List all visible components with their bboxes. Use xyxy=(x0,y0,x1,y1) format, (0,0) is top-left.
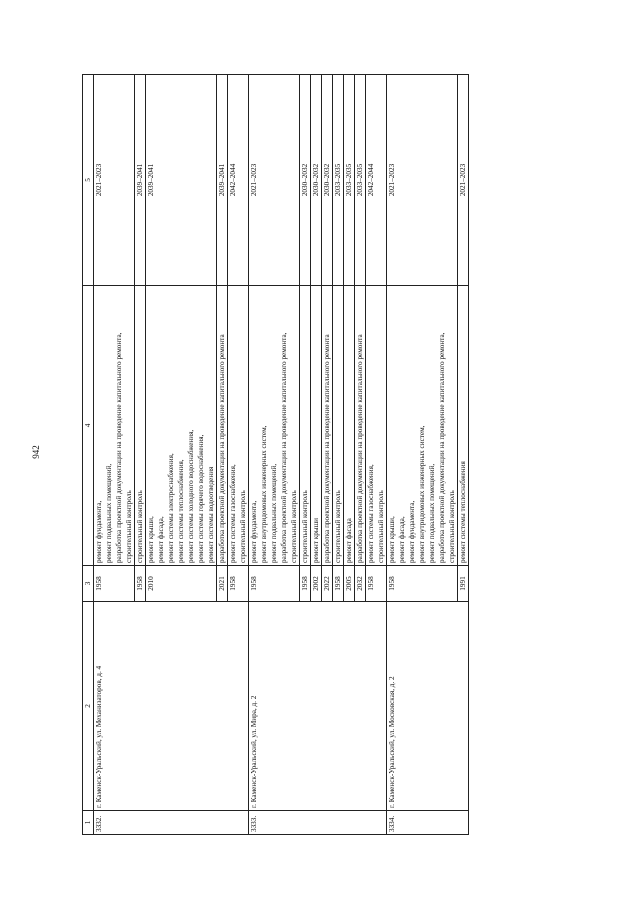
period-cell: 2033–2035 xyxy=(355,75,366,286)
works-cell: ремонт крыши xyxy=(311,286,322,566)
works-cell: ремонт фундамента, ремонт подвальных помещений, разработка проектной документации на проведение капитального ремонта, строительный контроль xyxy=(94,286,135,566)
works-cell: ремонт системы теплоснабжения xyxy=(458,286,469,566)
address-cell: г. Каменск-Уральский, ул. Мира, д. 2 xyxy=(249,602,387,811)
works-cell: ремонт системы газоснабжения, строительный контроль xyxy=(366,286,387,566)
works-cell: ремонт фундамента, ремонт внутридомовых инженерных систем, ремонт подвальных помещений, разработка проектной документации на проведение капитального ремонта, строительный контроль xyxy=(249,286,300,566)
row-number-cell: 3332. xyxy=(94,811,249,835)
year-cell: 1958 xyxy=(94,566,135,602)
year-cell: 1958 xyxy=(249,566,300,602)
address-cell: г. Каменск-Уральский, ул. Московская, д. 2 xyxy=(387,602,469,811)
period-cell: 2021–2023 xyxy=(458,75,469,286)
year-cell: 2002 xyxy=(311,566,322,602)
header-cell: 1 xyxy=(83,811,94,835)
period-cell: 2021–2023 xyxy=(249,75,300,286)
year-cell: 1991 xyxy=(458,566,469,602)
year-cell: 1958 xyxy=(387,566,458,602)
table-row xyxy=(94,75,135,835)
address-cell: г. Каменск-Уральский, ул. Механизаторов, д. 4 xyxy=(94,602,249,811)
period-cell: 2021–2023 xyxy=(94,75,135,286)
period-cell: 2030–2032 xyxy=(322,75,333,286)
year-cell: 2005 xyxy=(344,566,355,602)
year-cell: 1958 xyxy=(300,566,311,602)
year-cell: 1958 xyxy=(228,566,249,602)
period-cell: 2042–2044 xyxy=(366,75,387,286)
works-cell: ремонт фасада xyxy=(344,286,355,566)
table-row xyxy=(387,75,458,835)
period-cell: 2039–2041 xyxy=(146,75,217,286)
year-cell: 1958 xyxy=(135,566,146,602)
table-row xyxy=(249,75,300,835)
works-cell: ремонт системы газоснабжения, строительный контроль xyxy=(228,286,249,566)
works-cell: ремонт крыши, ремонт фасада, ремонт фундамента, ремонт внутридомовых инженерных систем, ремонт подвальных помещений, разработка проектной документации на проведение капитального ремонта, строительный контроль xyxy=(387,286,458,566)
year-cell: 2022 xyxy=(322,566,333,602)
year-cell: 1958 xyxy=(366,566,387,602)
period-cell: 2039–2041 xyxy=(135,75,146,286)
period-cell: 2021–2023 xyxy=(387,75,458,286)
period-cell: 2030–2032 xyxy=(300,75,311,286)
works-cell: разработка проектной документации на проведение капитального ремонта xyxy=(217,286,228,566)
period-cell: 2039–2041 xyxy=(217,75,228,286)
page-number: 942 xyxy=(31,445,41,459)
works-cell: строительный контроль xyxy=(333,286,344,566)
header-cell: 2 xyxy=(83,602,94,811)
year-cell: 2032 xyxy=(355,566,366,602)
header-row xyxy=(83,75,94,835)
year-cell: 1958 xyxy=(333,566,344,602)
rotated-table-container xyxy=(82,75,602,835)
year-cell: 2010 xyxy=(146,566,217,602)
works-cell: строительный контроль xyxy=(300,286,311,566)
repair-schedule-table xyxy=(82,74,469,835)
row-number-cell: 3333. xyxy=(249,811,387,835)
period-cell: 2042–2044 xyxy=(228,75,249,286)
header-cell: 5 xyxy=(83,75,94,286)
period-cell: 2033–2035 xyxy=(333,75,344,286)
works-cell: строительный контроль xyxy=(135,286,146,566)
row-number-cell: 3334. xyxy=(387,811,469,835)
period-cell: 2030–2032 xyxy=(311,75,322,286)
header-cell: 3 xyxy=(83,566,94,602)
year-cell: 2021 xyxy=(217,566,228,602)
period-cell: 2033–2035 xyxy=(344,75,355,286)
works-cell: ремонт крыши, ремонт фасада, ремонт системы электроснабжения, ремонт системы теплоснабжения, ремонт системы холодного водоснабжения, ремонт системы горячего водоснабжения, ремонт системы водоотведения xyxy=(146,286,217,566)
header-cell: 4 xyxy=(83,286,94,566)
works-cell: разработка проектной документации на проведение капитального ремонта xyxy=(322,286,333,566)
works-cell: разработка проектной документации на проведение капитального ремонта xyxy=(355,286,366,566)
